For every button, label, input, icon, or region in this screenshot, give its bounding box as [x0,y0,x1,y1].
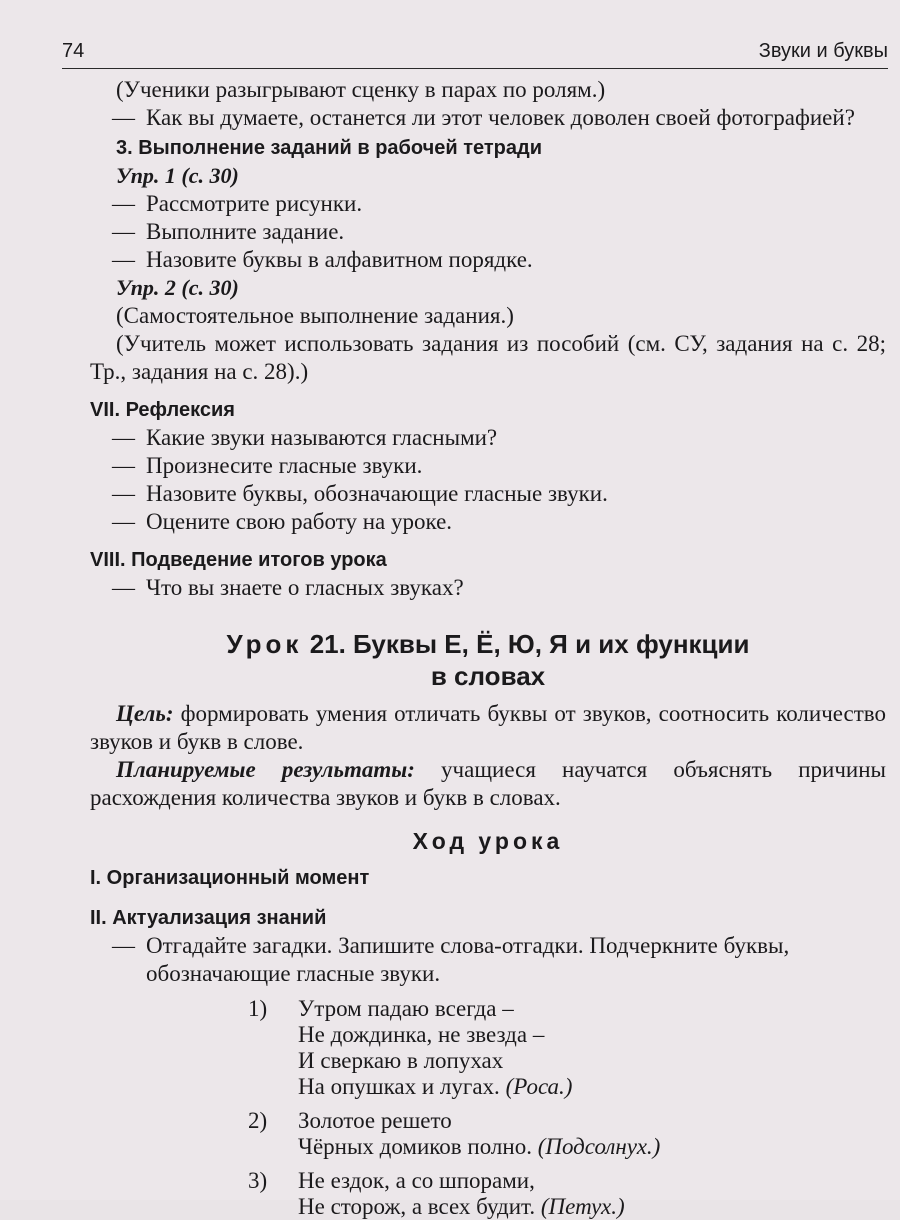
riddle-answer: (Петух.) [540,1194,625,1219]
stage-note: (Ученики разыгрывают сценку в парах по ролям.) [116,77,606,102]
section-heading: I. Организационный момент [90,867,370,889]
riddle-number: 1) [248,996,268,1021]
running-title: Звуки и буквы [758,40,888,62]
riddle-line: Не сторож, а всех будит. (Петух.) [298,1194,625,1219]
page-header [62,38,888,69]
lesson-title-line2: в словах [430,661,546,691]
list-item: — Выполните задание. [90,218,886,246]
task-line: — Отгадайте загадки. Запишите слова-отгадки. Подчеркните буквы, обозначающие гласные звуки. [90,932,886,988]
list-item: — Назовите буквы в алфавитном порядке. [90,246,886,274]
question-line: — Как вы думаете, останется ли этот человек доволен своей фотографией? [90,104,886,132]
dash: — [112,247,135,272]
riddle [248,1168,886,1220]
goal-text: формировать умения отличать буквы от звуков, соотносить количество звуков и букв в слове. [90,701,886,754]
goal-paragraph [90,700,886,756]
exercise-ref: Упр. 1 (с. 30) [116,163,239,188]
dash: — [112,105,135,130]
results-paragraph [90,756,886,812]
results-label: Планируемые результаты: [116,757,415,782]
list-item: — Назовите буквы, обозначающие гласные звуки. [90,480,886,508]
list-item: — Какие звуки называются гласными? [90,424,886,452]
riddle [248,996,886,1100]
lesson-title [90,628,886,660]
dash: — [112,933,135,958]
results-text: учащиеся научатся объяснять причины расхождения количества звуков и букв в словах. [90,757,886,810]
riddle-line: Чёрных домиков полно. (Подсолнух.) [298,1134,661,1159]
list-item: — Рассмотрите рисунки. [90,190,886,218]
note: (Учитель может использовать задания из пособий (см. СУ, задания на с. 28; Тр., задания на с. 28).) [90,331,886,384]
page-number: 74 [62,40,85,62]
riddle-line: Не дождинка, не звезда – [298,1022,545,1047]
dash: — [112,191,135,216]
riddle-answer: (Подсолнух.) [537,1134,661,1159]
lesson-word: Урок [226,629,303,659]
section-heading: VIII. Подведение итогов урока [90,549,387,571]
riddle-line: Утром падаю всегда – [298,996,514,1021]
riddle-number: 3) [248,1168,268,1193]
dash: — [112,575,135,600]
dash: — [112,425,135,450]
list-item: — Оцените свою работу на уроке. [90,508,886,536]
section-heading: II. Актуализация знаний [90,907,327,929]
goal-label: Цель: [116,701,174,726]
dash: — [112,219,135,244]
page-content [90,76,886,1220]
course-heading: Ход урока [412,828,564,854]
section-heading: 3. Выполнение заданий в рабочей тетради [116,137,542,159]
dash: — [112,481,135,506]
riddle-line: На опушках и лугах. (Роса.) [298,1074,573,1099]
section-heading: VII. Рефлексия [90,399,235,421]
riddle-line: Не ездок, а со шпорами, [298,1168,535,1193]
dash: — [112,453,135,478]
note: (Самостоятельное выполнение задания.) [116,303,514,328]
list-item: — Произнесите гласные звуки. [90,452,886,480]
riddle-answer: (Роса.) [505,1074,573,1099]
list-item: — Что вы знаете о гласных звуках? [90,574,886,602]
riddle [248,1108,886,1160]
riddle-line: Золотое решето [298,1108,452,1133]
dash: — [112,509,135,534]
riddle-line: И сверкаю в лопухах [298,1048,504,1073]
exercise-ref: Упр. 2 (с. 30) [116,275,239,300]
lesson-title-text: 21. Буквы Е, Ё, Ю, Я и их функции [309,629,750,659]
riddle-number: 2) [248,1108,268,1133]
